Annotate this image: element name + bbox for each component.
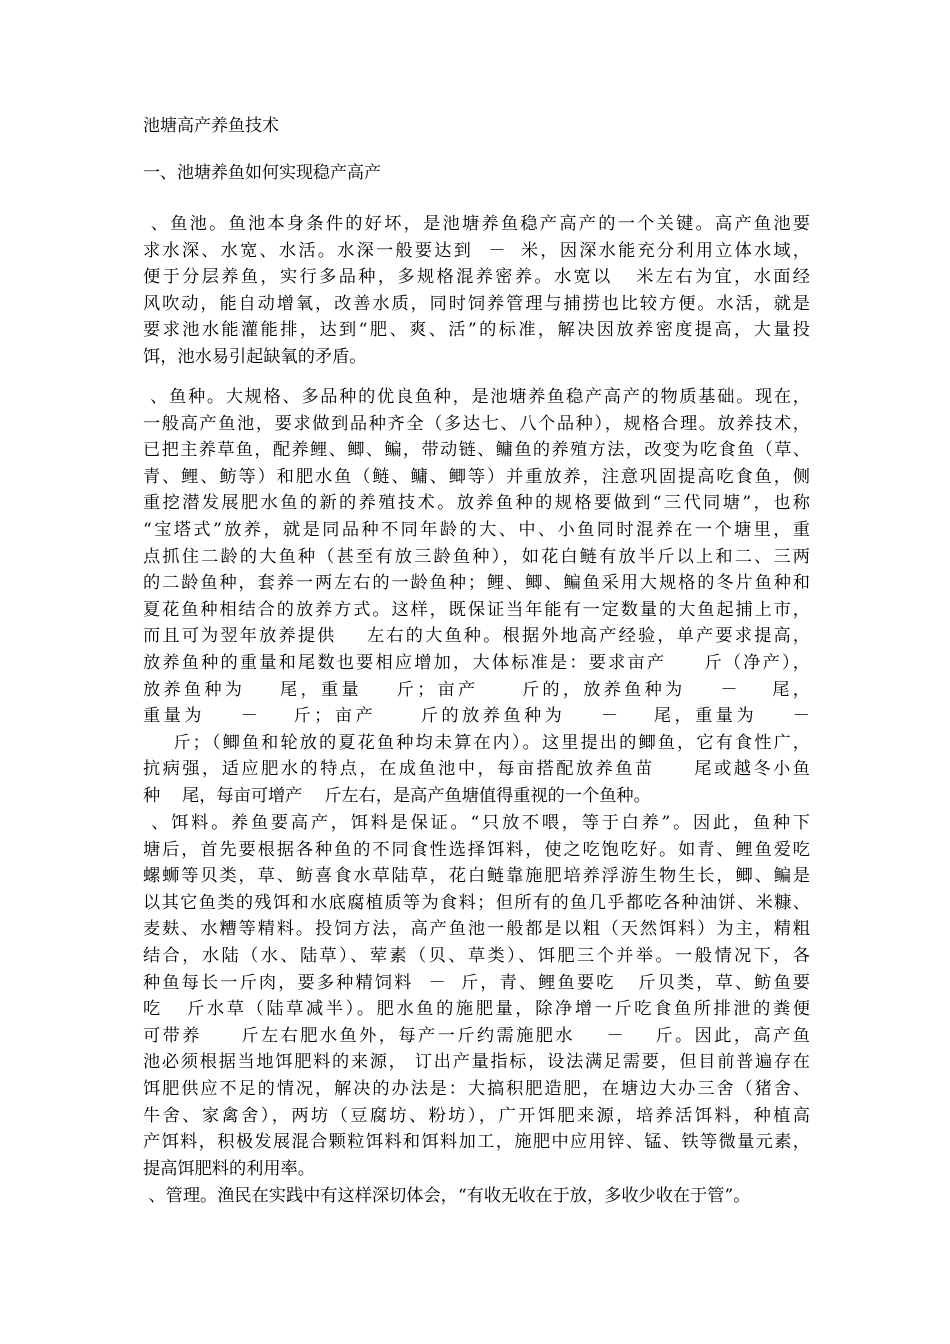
paragraph-line: 重量为 － 斤；亩产 斤的放养鱼种为 － 尾，重量为 － [143,706,810,727]
paragraph-line: 、管理。渔民在实践中有这样深切体会，“有收无收在于放，多收少收在于管”。 [143,1186,751,1206]
paragraph-line: 的二龄鱼种，套养一两左右的一龄鱼种；鲤、鲫、鳊鱼采用大规格的冬片鱼种和 [143,573,810,594]
paragraph-line: 一般高产鱼池，要求做到品种齐全（多达七、八个品种），规格合理。放养技术， [143,413,810,434]
paragraph-line: 种鱼每长一斤肉，要多种精饲料 － 斤，青、鲤鱼要吃 斤贝类，草、鲂鱼要 [143,972,810,993]
paragraph-line: 提高饵肥料的利用率。 [143,1158,315,1179]
paragraph-fish-fry [143,384,810,810]
paragraph-line: 饵肥供应不足的情况，解决的办法是：大搞积肥造肥，在塘边大办三舍（猪舍、 [143,1078,810,1099]
paragraph-line: 抗病强，适应肥水的特点，在成鱼池中，每亩搭配放养鱼苗 尾或越冬小鱼 [143,759,810,780]
paragraph-line: 塘后，首先要根据各种鱼的不同食性选择饵料，使之吃饱吃好。如青、鲤鱼爱吃 [143,839,810,860]
paragraph-feed [143,810,810,1182]
paragraph-line: 以其它鱼类的残饵和水底腐植质等为食料；但所有的鱼几乎都吃各种油饼、米糠、 [143,892,810,913]
paragraph-line: 可带养 斤左右肥水鱼外，每产一斤约需施肥水 － 斤。因此，高产鱼 [143,1025,810,1046]
paragraph-line: 螺蛳等贝类，草、鲂喜食水草陆草，花白鲢靠施肥培养浮游生物生长，鲫、鳊是 [143,866,810,887]
paragraph-line: 吃 斤水草（陆草减半）。肥水鱼的施肥量，除净增一斤吃食鱼所排泄的粪便 [143,999,810,1020]
paragraph-line: 风吹动，能自动增氧，改善水质，同时饲养管理与捕捞也比较方便。水活，就是 [143,293,810,314]
document-title: 池塘高产养鱼技术 [143,116,279,136]
paragraph-line: 、鱼种。大规格、多品种的优良鱼种，是池塘养鱼稳产高产的物质基础。现在， [143,387,810,407]
paragraph-line: 已把主养草鱼，配养鲤、鲫、鳊，带动链、鳙鱼的养殖方法，改变为吃食鱼（草、 [143,440,810,461]
paragraph-line: 便于分层养鱼，实行多品种，多规格混养密养。水宽以 米左右为宜，水面经 [143,267,810,288]
paragraph-line: 重挖潜发展肥水鱼的新的养殖技术。放养鱼种的规格要做到“三代同塘”，也称 [143,493,810,514]
paragraph-line: 点抓住二龄的大鱼种（甚至有放三龄鱼种），如花白鲢有放半斤以上和二、三两 [143,546,810,567]
paragraph-line: 放养鱼种的重量和尾数也要相应增加，大体标准是：要求亩产 斤（净产）， [143,652,810,673]
paragraph-line: 种 尾，每亩可增产 斤左右，是高产鱼塘值得重视的一个鱼种。 [143,785,651,806]
paragraph-line: 饵，池水易引起缺氧的矛盾。 [143,346,367,367]
paragraph-line: 产饵料，积极发展混合颗粒饵料和饵料加工，施肥中应用锌、锰、铁等微量元素， [143,1132,810,1153]
paragraph-line: “宝塔式”放养，就是同品种不同年龄的大、中、小鱼同时混养在一个塘里，重 [143,519,810,540]
paragraph-line: 结合，水陆（水、陆草）、荤素（贝、草类）、饵肥三个并举。一般情况下，各 [143,945,810,966]
paragraph-line: 池必须根据当地饵肥料的来源， 订出产量指标，设法满足需要，但目前普遍存在 [143,1052,810,1073]
paragraph-line: 夏花鱼种相结合的放养方式。这样，既保证当年能有一定数量的大鱼起捕上市， [143,599,810,620]
paragraph-management [143,1183,810,1210]
paragraph-line: 而且可为翌年放养提供 左右的大鱼种。根据外地高产经验，单产要求提高， [143,626,810,647]
paragraph-line: 牛舍、家禽舍），两坊（豆腐坊、粉坊），广开饵肥来源，培养活饵料，种植高 [143,1105,810,1126]
paragraph-line: 麦麸、水糟等精料。投饲方法，高产鱼池一般都是以粗（天然饵料）为主，精粗 [143,919,810,940]
paragraph-line: 要求池水能灌能排，达到“肥、爽、活”的标准，解决因放养密度提高，大量投 [143,320,810,341]
paragraph-line: 斤；（鲫鱼和轮放的夏花鱼种均未算在内）。这里提出的鲫鱼，它有食性广， [143,732,810,753]
paragraph-line: 青、鲤、鲂等）和肥水鱼（鲢、鳙、鲫等）并重放养，注意巩固提高吃食鱼，侧 [143,466,810,487]
paragraph-fish-pond [143,211,810,371]
paragraph-line: 、饵料。养鱼要高产，饵料是保证。“只放不喂，等于白养”。因此，鱼种下 [143,813,810,833]
paragraph-line: 放养鱼种为 尾，重量 斤；亩产 斤的，放养鱼种为 － 尾， [143,679,810,700]
paragraph-line: 、鱼池。鱼池本身条件的好坏，是池塘养鱼稳产高产的一个关键。高产鱼池要 [143,214,810,234]
section-heading: 一、池塘养鱼如何实现稳产高产 [143,163,381,183]
paragraph-line: 求水深、水宽、水活。水深一般要达到 － 米，因深水能充分利用立体水域， [143,240,810,261]
